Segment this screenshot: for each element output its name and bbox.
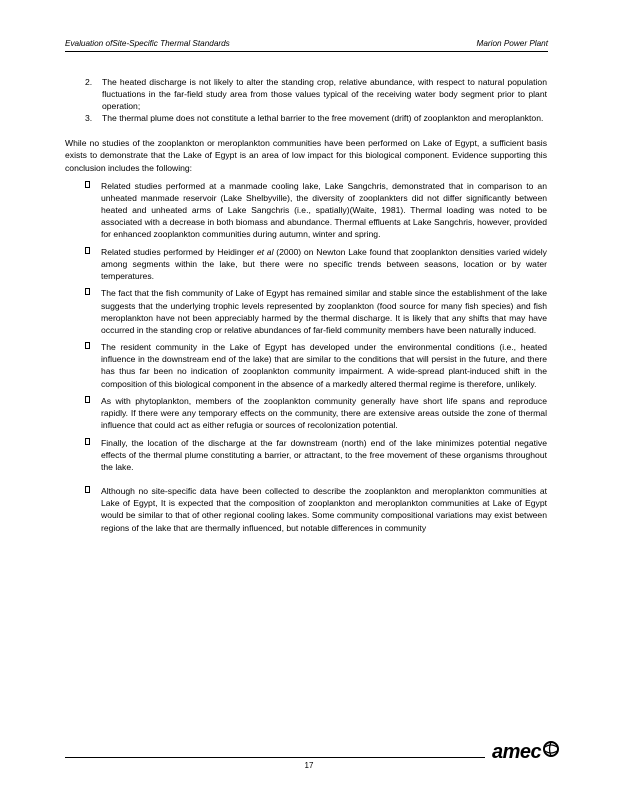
evidence-text: The fact that the fish community of Lake of Egypt has remained similar and stable since the establishment of the lake suggests that the underlying trophic levels represented by zooplankton (food source for many fish species) and fish meroplankton have not been appreciably harmed by the thermal discharge. It is likely that any shifts that may have occurred in the standing crop or relative abundances of far-field community members have been naturally induced. [101,288,547,335]
globe-icon [542,740,560,758]
evidence-text: Although no site-specific data have been collected to describe the zooplankton and meroplankton communities at Lake of Egypt, It is expected that the composition of zooplankton and meroplankton communities at Lake of Egypt would be similar to that of other regional cooling lakes. Some community compositional variations may exist between regions of the lake that are thermally influenced, but notable differences in community [101,486,547,533]
evidence-item [65,395,547,431]
header-rule [65,51,548,52]
evidence-text: Related studies performed at a manmade cooling lake, Lake Sangchris, demonstrated that in comparison to an unheated manmade reservoir (Lake Shelbyville), the diversity of zooplankters did not differ significantly between heated and unheated arms of Lake Sangchris (i.e., spatially)(Waite, 1981). Thermal loading was noted to be associated with a decrease in both biomass and abundance. Thermal effluents at Lake Sangchris, however, provided for enhanced zooplankton communities during autumn, winter and spring. [101,180,547,240]
bullet-box-icon [85,438,90,445]
item-text: The heated discharge is not likely to alter the standing crop, relative abundance, with respect to natural population fluctuations in the far-field study area from those values typical of the receiving water body segment prior to plant operation; [102,77,547,112]
evidence-item [65,485,547,533]
item-number: 2. [85,77,93,87]
evidence-item [65,180,547,240]
evidence-item [65,246,547,282]
body-text [65,76,547,539]
header-title: Evaluation ofSite-Specific Thermal Standards [65,39,230,48]
citation-et-al: et al [256,246,274,257]
evidence-item [65,437,547,473]
evidence-item [65,287,547,335]
evidence-item [65,341,547,389]
evidence-text: (2000) on Newton Lake found that zooplankton densities varied widely among segments within the lake, but there were no specific trends between seasons, location or by water temperatures. [101,246,547,281]
numbered-item [65,112,547,124]
evidence-text: Finally, the location of the discharge at the far downstream (north) end of the lake minimizes potential negative effects of the thermal plume constituting a barrier, or attractant, to the free movement of these organisms throughout the lake. [101,437,547,473]
footer-rule [65,757,485,758]
numbered-item [65,76,547,112]
bullet-box-icon [85,396,90,403]
header-plant-name: Marion Power Plant [476,39,548,48]
logo-wordmark: amec [492,741,542,763]
bullet-box-icon [85,342,90,349]
page-number: 17 [304,761,314,770]
running-header [65,38,548,50]
amec-logo [492,740,562,766]
item-text: The thermal plume does not constitute a lethal barrier to the free movement (drift) of zooplankton and meroplankton. [102,113,544,124]
bullet-box-icon [85,486,90,493]
bullet-box-icon [85,288,90,295]
numbered-list [65,76,547,124]
evidence-text: The resident community in the Lake of Egypt has developed under the environmental conditions (i.e., heated influence in the downstream end of the lake) that are similar to the conditions that will persist in the future, and there has thus far been no indication of zooplankton community impairment. A wide-spread plant-induced shift in the composition of this biological component in the absence of a markedly altered thermal regime is therefore, unlikely. [101,342,547,389]
bullet-box-icon [85,247,90,254]
evidence-list [65,180,547,534]
item-number: 3. [85,113,93,124]
evidence-text: As with phytoplankton, members of the zooplankton community generally have short life spans and reproduce rapidly. If there were any temporary effects on the community, there are extensive areas outside the zone of thermal influence that could act as either refugia or sources of recolonization potential. [101,396,547,431]
intro-paragraph: While no studies of the zooplankton or meroplankton communities have been performed on Lake of Egypt, a sufficient basis exists to demonstrate that the Lake of Egypt is an area of low impact for this biological component. Evidence supporting this conclusion includes the following: [65,138,547,173]
bullet-box-icon [85,181,90,188]
evidence-text: Related studies performed by Heidinger [101,246,257,257]
